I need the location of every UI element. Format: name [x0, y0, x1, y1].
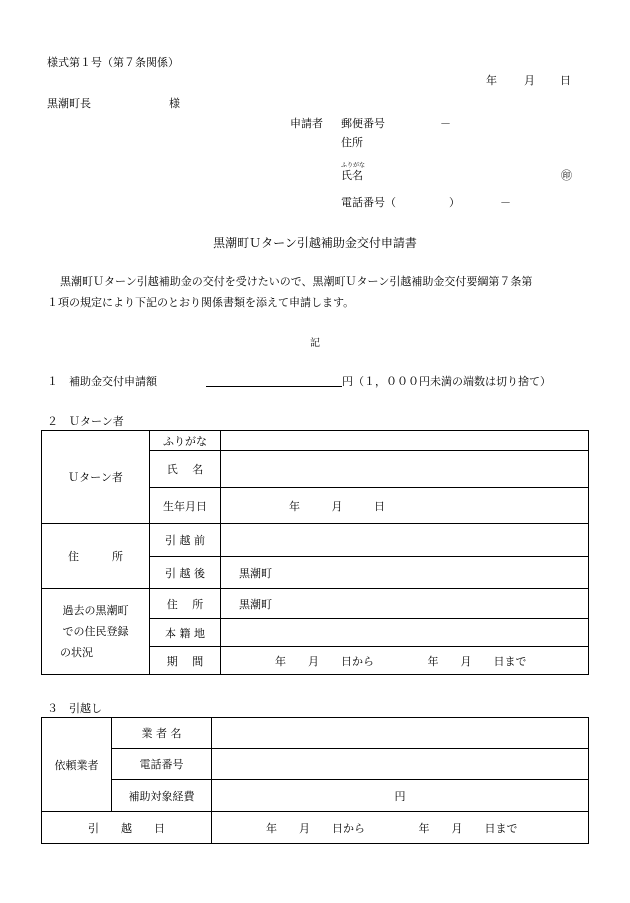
birthdate-label: 生年月日 [150, 488, 221, 524]
after-move-value: 黒潮町 [239, 566, 272, 580]
intro-line-1: 黒潮町Ｕターン引越補助金の交付を受けたいので、黒潮町Ｕターン引越補助金交付要綱第７条第 [60, 275, 533, 288]
period-from: 年 月 日から [275, 654, 374, 668]
section3-label: ３ 引越し [47, 702, 102, 715]
company-name-field[interactable] [212, 718, 589, 749]
period-field[interactable] [221, 647, 589, 675]
mover-phone-label: 電話番号 [112, 749, 212, 780]
name-cell-label: 氏 名 [150, 451, 221, 488]
mover-header: 依頼業者 [42, 718, 112, 812]
after-move-label: 引 越 後 [150, 557, 221, 589]
seal-mark: ㊞ [561, 169, 572, 182]
ki-marker: 記 [310, 338, 320, 349]
furigana-label: ふりがな [150, 431, 221, 451]
past-address-value: 黒潮町 [239, 597, 272, 611]
name-label: 氏名 [341, 169, 363, 182]
domicile-field[interactable] [221, 619, 589, 647]
name-field[interactable] [221, 451, 589, 488]
amount-unit-note: 円（１，０００円未満の端数は切り捨て） [342, 375, 551, 388]
uturn-person-header: Ｕターン者 [42, 431, 150, 524]
birth-day-label: 日 [374, 499, 385, 513]
domicile-label: 本 籍 地 [150, 619, 221, 647]
intro-line-2: １項の規定により下記のとおり関係書類を添えて申請します。 [47, 296, 355, 309]
moving-date-from: 年 月 日から [266, 821, 365, 835]
birth-month-label: 月 [331, 499, 343, 513]
cost-label: 補助対象経費 [112, 780, 212, 812]
past-header-line-3: の状況 [60, 646, 93, 659]
addressee: 黒潮町長 [47, 97, 91, 110]
before-move-field[interactable] [221, 524, 589, 557]
applicant-label: 申請者 [290, 117, 323, 130]
cost-field[interactable] [212, 780, 589, 812]
date-year-label: 年 [486, 74, 497, 87]
document-title: 黒潮町Ｕターン引越補助金交付申請書 [213, 236, 417, 250]
phone-dash: － [500, 196, 511, 209]
birth-year-label: 年 [289, 499, 300, 513]
moving-date-field[interactable] [212, 812, 589, 844]
section1-label: １ 補助金交付申請額 [47, 375, 157, 388]
past-registration-header [42, 589, 150, 675]
address-header: 住 所 [42, 524, 150, 589]
uturn-person-table [41, 430, 589, 675]
mover-phone-field[interactable] [212, 749, 589, 780]
moving-date-label: 引 越 日 [42, 812, 212, 844]
past-header-line-1: 過去の黒潮町 [62, 604, 129, 617]
company-name-label: 業 者 名 [112, 718, 212, 749]
past-header-line-2: での住民登録 [62, 625, 129, 638]
moving-table [41, 717, 589, 844]
section2-label: ２ Ｕターン者 [47, 415, 124, 428]
moving-date-to: 年 月 日まで [418, 821, 518, 835]
furigana-field[interactable] [221, 431, 589, 451]
period-label: 期 間 [150, 647, 221, 675]
past-address-field[interactable] [221, 589, 589, 619]
postal-code-dash: － [440, 117, 451, 130]
amount-underline [206, 386, 342, 387]
after-move-field[interactable] [221, 557, 589, 589]
cost-unit: 円 [394, 789, 406, 803]
past-address-label: 住 所 [150, 589, 221, 619]
period-to: 年 月 日まで [427, 654, 527, 668]
phone-close-paren: ） [449, 196, 460, 209]
addressee-honorific: 様 [169, 97, 180, 110]
date-day-label: 日 [560, 74, 571, 87]
date-month-label: 月 [524, 74, 535, 87]
phone-label: 電話番号（ [341, 196, 396, 209]
birthdate-field[interactable] [221, 488, 589, 524]
before-move-label: 引 越 前 [150, 524, 221, 557]
form-number: 様式第１号（第７条関係） [47, 56, 179, 69]
postal-code-label: 郵便番号 [341, 117, 385, 130]
address-label: 住所 [341, 136, 363, 149]
name-furigana: ふりがな [341, 162, 366, 169]
